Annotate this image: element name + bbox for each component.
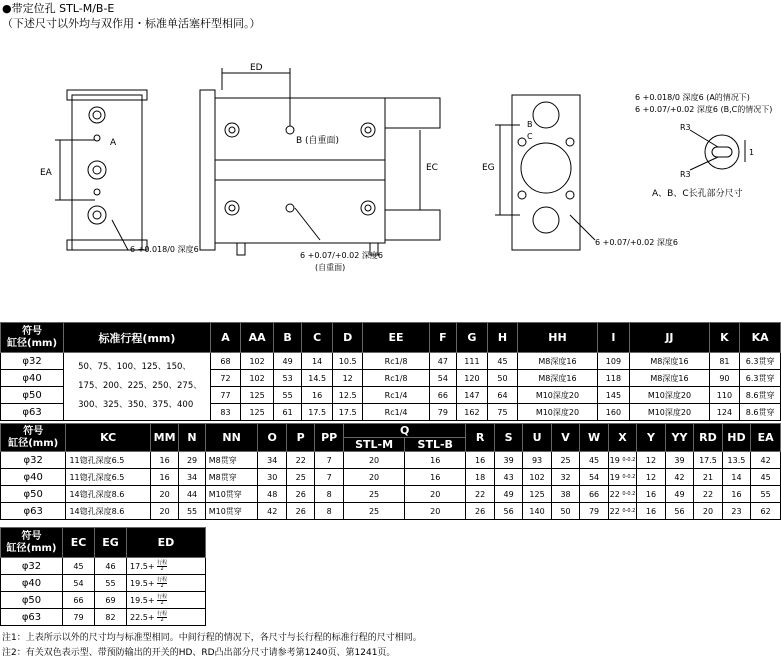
table-cell: 43 <box>494 469 522 486</box>
table-cell: φ32 <box>1 452 66 469</box>
table-cell: 83 <box>210 404 241 421</box>
table-cell: 20 <box>150 486 178 503</box>
table-cell: M8深度16 <box>518 353 597 370</box>
table-cell: 44 <box>179 486 205 503</box>
table-cell: 25 <box>286 469 314 486</box>
stroke-fraction: $\frac{\text{行程}}{2}$ <box>157 610 168 623</box>
table-cell: 42 <box>665 469 693 486</box>
dim-eg: EG <box>482 163 495 173</box>
table-cell: 22 <box>286 452 314 469</box>
self-weight-label: (自重面) <box>315 263 346 272</box>
table-cell: 45 <box>751 469 781 486</box>
table-cell: 82 <box>95 609 127 626</box>
table-cell: 50 <box>487 370 518 387</box>
header-ec: EC <box>63 528 95 558</box>
table-cell: 54 <box>429 370 456 387</box>
header-symbol: 符号 缸径(mm) <box>1 424 66 452</box>
header-q: Q <box>343 424 465 438</box>
table-cell: Rc1/4 <box>363 387 429 404</box>
table-cell: 66 <box>63 592 95 609</box>
dim-ea: EA <box>40 168 52 178</box>
table-cell: 124 <box>709 404 740 421</box>
header-p: P <box>286 424 314 452</box>
table-cell: 13.5 <box>722 452 750 469</box>
table-cell: 49 <box>665 486 693 503</box>
table-cell: 26 <box>286 503 314 520</box>
table-cell: 77 <box>210 387 241 404</box>
table-cell: 125 <box>241 387 274 404</box>
table-cell: 75 <box>487 404 518 421</box>
header-d: D <box>332 323 363 353</box>
table-cell: M8贯穿 <box>205 452 258 469</box>
header-s: S <box>494 424 522 452</box>
table-cell: 39 <box>494 452 522 469</box>
table-cell: 47 <box>429 353 456 370</box>
table-cell: 22 <box>466 486 494 503</box>
hole-note-left: 6 +0.018/0 深度6 <box>130 245 199 254</box>
table-cell: 147 <box>457 387 488 404</box>
table-cell: φ63 <box>1 503 66 520</box>
table-cell: 162 <box>457 404 488 421</box>
table-cell: 102 <box>241 370 274 387</box>
header-f: F <box>429 323 456 353</box>
table-cell: 42 <box>751 452 781 469</box>
header-pp: PP <box>315 424 343 452</box>
table-cell: 46 <box>95 558 127 575</box>
table-cell: 145 <box>597 387 630 404</box>
right-note-bc: 6 +0.07/+0.02 深度6 (B,C的情况下) <box>635 105 773 114</box>
table-cell: 10.5 <box>332 353 363 370</box>
header-b: B <box>273 323 302 353</box>
table-cell: M10深度20 <box>518 387 597 404</box>
table-cell: 102 <box>523 469 551 486</box>
table-row <box>1 558 206 575</box>
header-ed: ED <box>127 528 206 558</box>
table-row <box>1 503 781 520</box>
header-v: V <box>551 424 579 452</box>
table3-header <box>1 528 206 558</box>
table-cell: 12 <box>332 370 363 387</box>
table-cell: 11锪孔深度6.5 <box>66 452 150 469</box>
table2-header <box>1 424 781 438</box>
table-cell: M10贯穿 <box>205 503 258 520</box>
table-cell: 6.3贯穿 <box>740 353 781 370</box>
hole-note-right: 6 +0.07/+0.02 深度6 <box>595 238 678 247</box>
table-cell: M10深度20 <box>630 387 709 404</box>
header-yy: YY <box>665 424 693 452</box>
slot-note: A、B、C长孔部分尺寸 <box>652 189 743 199</box>
table-cell: 11锪孔深度6.5 <box>66 469 150 486</box>
page-subtitle: （下述尺寸以外均与双作用・标准单活塞杆型相同。） <box>2 17 261 30</box>
header-q-stl-m: STL-M <box>343 438 404 452</box>
table-cell: 19.5+ $\frac{\text{行程}}{2}$ <box>127 575 206 592</box>
label-a: A <box>110 138 117 148</box>
stroke-fraction: $\frac{\text{行程}}{2}$ <box>157 593 168 606</box>
label-c: C <box>527 132 533 141</box>
table-cell: 23 <box>722 503 750 520</box>
header-a: A <box>210 323 241 353</box>
label-r3-top: R3 <box>680 123 691 132</box>
table-cell: M8深度16 <box>630 370 709 387</box>
table-cell: 7 <box>315 469 343 486</box>
header-ea: EA <box>751 424 781 452</box>
header-stroke: 标准行程(mm) <box>64 323 211 353</box>
table-row <box>1 609 206 626</box>
spec-table-2 <box>0 423 781 520</box>
header-n: N <box>179 424 205 452</box>
table-row <box>1 486 781 503</box>
table-cell: M10贯穿 <box>205 486 258 503</box>
table-cell: 20 <box>343 452 404 469</box>
table-cell: 7 <box>315 452 343 469</box>
header-aa: AA <box>241 323 274 353</box>
table-cell: 30 <box>258 469 286 486</box>
table-cell: 79 <box>580 503 608 520</box>
table-cell: 54 <box>63 575 95 592</box>
table-cell: 16 <box>302 387 333 404</box>
header-ee: EE <box>363 323 429 353</box>
table-cell: 14 <box>302 353 333 370</box>
table-cell: M8深度16 <box>518 370 597 387</box>
table-row <box>1 592 206 609</box>
table-row <box>1 469 781 486</box>
header-ka: KA <box>740 323 781 353</box>
table-cell: 19 0-0.2 <box>608 469 636 486</box>
table-cell: 20 <box>150 503 178 520</box>
table-cell: 140 <box>523 503 551 520</box>
table-cell: 17.5 <box>332 404 363 421</box>
table-cell: 81 <box>709 353 740 370</box>
table-cell: 22.5+ $\frac{\text{行程}}{2}$ <box>127 609 206 626</box>
label-bc: B <box>527 120 533 129</box>
table-cell: 34 <box>258 452 286 469</box>
header-jj: JJ <box>630 323 709 353</box>
header-y: Y <box>637 424 665 452</box>
table-cell: φ63 <box>1 404 64 421</box>
table-cell: 72 <box>210 370 241 387</box>
table-cell: φ40 <box>1 469 66 486</box>
table-cell: φ40 <box>1 370 64 387</box>
x-tolerance: 0-0.2 <box>622 507 636 514</box>
table-cell: 120 <box>457 370 488 387</box>
table-cell: φ50 <box>1 592 63 609</box>
header-x: X <box>608 424 636 452</box>
slot-detail <box>690 130 745 170</box>
table-cell: Rc1/4 <box>363 404 429 421</box>
table-cell: 8.6贯穿 <box>740 404 781 421</box>
table-cell: 55 <box>179 503 205 520</box>
label-b-self: B (自重面) <box>296 136 340 146</box>
stroke-fraction: $\frac{\text{行程}}{2}$ <box>157 576 168 589</box>
table-cell: φ50 <box>1 387 64 404</box>
table-cell: 25 <box>343 503 404 520</box>
table-cell: 160 <box>597 404 630 421</box>
table-cell: 45 <box>487 353 518 370</box>
table-cell: 25 <box>343 486 404 503</box>
dim-ed: ED <box>250 63 263 73</box>
table-cell: 14.5 <box>302 370 333 387</box>
header-r: R <box>466 424 494 452</box>
table-cell: 66 <box>429 387 456 404</box>
table-cell: 102 <box>241 353 274 370</box>
table-cell: M8贯穿 <box>205 469 258 486</box>
header-c: C <box>302 323 333 353</box>
table-cell: 48 <box>258 486 286 503</box>
table-cell: 69 <box>95 592 127 609</box>
label-one: 1 <box>749 148 755 157</box>
table-cell: 53 <box>273 370 302 387</box>
table-cell: 32 <box>551 469 579 486</box>
x-tolerance: 0-0.2 <box>622 456 636 463</box>
left-end-view <box>55 90 147 250</box>
table-cell: M10深度20 <box>630 404 709 421</box>
technical-drawing <box>0 40 781 320</box>
table-cell: 56 <box>665 503 693 520</box>
table-row <box>1 575 206 592</box>
table-cell: 55 <box>95 575 127 592</box>
header-hd: HD <box>722 424 750 452</box>
table-cell: 17.5+ $\frac{\text{行程}}{2}$ <box>127 558 206 575</box>
table-cell: 38 <box>551 486 579 503</box>
header-h: H <box>487 323 518 353</box>
table-cell: 45 <box>63 558 95 575</box>
table-cell: 16 <box>722 486 750 503</box>
table-cell: 111 <box>457 353 488 370</box>
side-view <box>200 68 440 255</box>
table-cell: 16 <box>150 452 178 469</box>
table-cell: 20 <box>405 486 466 503</box>
header-mm: MM <box>150 424 178 452</box>
table-row <box>1 353 781 370</box>
table-cell: 12 <box>637 469 665 486</box>
table-cell: 118 <box>597 370 630 387</box>
header-nn: NN <box>205 424 258 452</box>
stroke-fraction: $\frac{\text{行程}}{2}$ <box>157 559 168 572</box>
page-title: ●带定位孔 STL-M/B-E <box>2 2 115 15</box>
header-u: U <box>523 424 551 452</box>
header-w: W <box>580 424 608 452</box>
table-cell: 109 <box>597 353 630 370</box>
table-cell: 20 <box>343 469 404 486</box>
table-cell: 125 <box>241 404 274 421</box>
table-cell: M10深度20 <box>518 404 597 421</box>
table-cell: 49 <box>494 486 522 503</box>
header-symbol: 符号 缸径(mm) <box>1 323 64 353</box>
table-cell: Rc1/8 <box>363 370 429 387</box>
table-cell: 22 <box>694 486 722 503</box>
header-kc: KC <box>66 424 150 452</box>
table-cell: 62 <box>751 503 781 520</box>
header-o: O <box>258 424 286 452</box>
note-1: 注1：上表所示以外的尺寸均与标准型相同。中间行程的情况下，各尺寸与长行程的标准行程的尺寸相同。 <box>2 633 422 643</box>
header-g: G <box>457 323 488 353</box>
spec-table-1 <box>0 322 781 421</box>
table-cell: 20 <box>405 503 466 520</box>
table-cell: 16 <box>466 452 494 469</box>
table-cell: 61 <box>273 404 302 421</box>
table-cell: φ63 <box>1 609 63 626</box>
table-cell: 50 <box>551 503 579 520</box>
header-rd: RD <box>694 424 722 452</box>
table-cell: 19.5+ $\frac{\text{行程}}{2}$ <box>127 592 206 609</box>
spec-table-3 <box>0 527 206 626</box>
table-cell: 79 <box>63 609 95 626</box>
table-cell: 12.5 <box>332 387 363 404</box>
table-cell: 68 <box>210 353 241 370</box>
table-row <box>1 452 781 469</box>
table-cell: 79 <box>429 404 456 421</box>
header-i: I <box>597 323 630 353</box>
table-cell: 93 <box>523 452 551 469</box>
table-cell: 8 <box>315 486 343 503</box>
table-cell: 17.5 <box>694 452 722 469</box>
header-eg: EG <box>95 528 127 558</box>
table-cell: 45 <box>580 452 608 469</box>
table-cell: 16 <box>405 469 466 486</box>
table-cell: 16 <box>637 503 665 520</box>
table-cell: 26 <box>286 486 314 503</box>
table-cell: φ32 <box>1 558 63 575</box>
x-tolerance: 0-0.2 <box>622 490 636 497</box>
table-cell: 21 <box>694 469 722 486</box>
table-cell: 20 <box>694 503 722 520</box>
table-cell: 54 <box>580 469 608 486</box>
right-note-a: 6 +0.018/0 深度6 (A的情况下) <box>635 93 750 102</box>
table-cell: 22 0-0.2 <box>608 486 636 503</box>
table-cell: 22 0-0.2 <box>608 503 636 520</box>
table-cell: 26 <box>466 503 494 520</box>
table1-header <box>1 323 781 353</box>
table-cell: 14锪孔深度8.6 <box>66 486 150 503</box>
header-q-stl-b: STL-B <box>405 438 466 452</box>
table-cell: φ40 <box>1 575 63 592</box>
table-cell: φ50 <box>1 486 66 503</box>
table-cell: 64 <box>487 387 518 404</box>
table-cell: φ32 <box>1 353 64 370</box>
table-cell: 6.3贯穿 <box>740 370 781 387</box>
table-cell: 14锪孔深度8.6 <box>66 503 150 520</box>
table-cell: 34 <box>179 469 205 486</box>
table-cell: 17.5 <box>302 404 333 421</box>
stroke-list: 50、75、100、125、150、175、200、225、250、275、300、325、350、375、400 <box>64 353 211 421</box>
table-cell: 18 <box>466 469 494 486</box>
table-cell: 16 <box>150 469 178 486</box>
right-end-view <box>495 95 595 250</box>
table-cell: 42 <box>258 503 286 520</box>
note-2: 注2：有关双色表示型、带预防输出的开关的HD、RD凸出部分尺寸请参考第1240页、第1241页。 <box>2 648 396 658</box>
header-k: K <box>709 323 740 353</box>
table-cell: 55 <box>751 486 781 503</box>
table-cell: 16 <box>637 486 665 503</box>
table-cell: 29 <box>179 452 205 469</box>
table-cell: 56 <box>494 503 522 520</box>
table-cell: 39 <box>665 452 693 469</box>
table-cell: 66 <box>580 486 608 503</box>
table-cell: 25 <box>551 452 579 469</box>
label-r3-bottom: R3 <box>680 170 691 179</box>
table-cell: M8深度16 <box>630 353 709 370</box>
x-tolerance: 0-0.2 <box>622 473 636 480</box>
header-symbol: 符号 缸径(mm) <box>1 528 63 558</box>
table-cell: 90 <box>709 370 740 387</box>
table-cell: 12 <box>637 452 665 469</box>
table-cell: 8.6贯穿 <box>740 387 781 404</box>
dim-ec: EC <box>426 163 438 173</box>
table-cell: 55 <box>273 387 302 404</box>
hole-note-mid: 6 +0.07/+0.02 深度6 <box>300 251 383 260</box>
table-cell: 8 <box>315 503 343 520</box>
table-cell: 14 <box>722 469 750 486</box>
table-cell: 49 <box>273 353 302 370</box>
table-cell: 110 <box>709 387 740 404</box>
table-cell: 16 <box>405 452 466 469</box>
header-hh: HH <box>518 323 597 353</box>
table-cell: 125 <box>523 486 551 503</box>
table-cell: Rc1/8 <box>363 353 429 370</box>
table-cell: 19 0-0.2 <box>608 452 636 469</box>
